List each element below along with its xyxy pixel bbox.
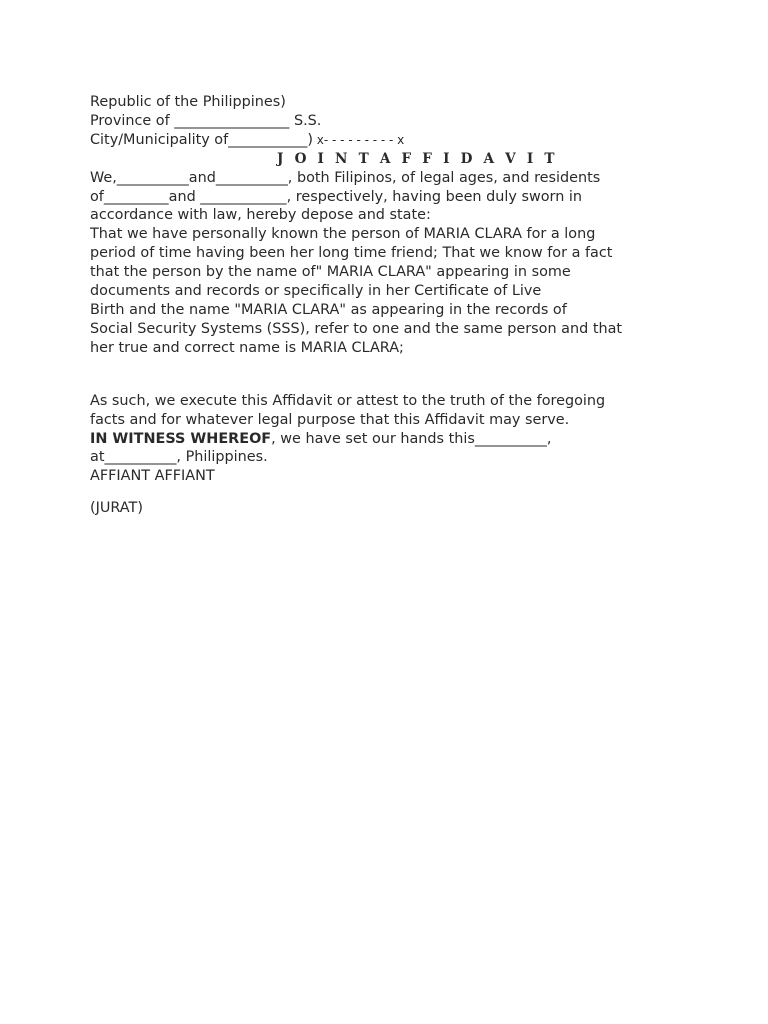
body-line-10: her true and correct name is MARIA CLARA; <box>90 339 404 356</box>
province-blank: ________________ <box>174 112 290 129</box>
document-title: J O I N T A F F I D A V I T <box>277 150 558 167</box>
jurat-gap <box>90 486 690 499</box>
city-prefix: City/Municipality of <box>90 131 229 148</box>
witness-heading: IN WITNESS WHEREOF <box>90 430 272 447</box>
province-prefix: Province of <box>90 112 175 129</box>
closing-line-1: As such, we execute this Affidavit or attest to the truth of the foregoing <box>90 392 606 409</box>
province-ss: S.S. <box>289 112 322 129</box>
city-dashes: x- - - - - - - - - x <box>312 132 405 147</box>
body-line-7: documents and records or specifically in her Certificate of Live <box>90 283 542 300</box>
body-line-5: period of time having been her long time friend; That we know for a fact <box>90 245 613 262</box>
paragraph-gap <box>90 358 690 392</box>
body-line-1: We,__________and__________, both Filipinos, of legal ages, and residents <box>90 169 601 186</box>
body-line-9: Social Security Systems (SSS), refer to one and the same person and that <box>90 320 623 337</box>
province-line <box>90 112 690 131</box>
republic-line: Republic of the Philippines) <box>90 94 286 110</box>
body-line-2: of_________and ____________, respectively, having been duly sworn in <box>90 188 583 205</box>
city-blank: ___________ <box>228 131 308 148</box>
jurat-line: (JURAT) <box>90 500 143 517</box>
witness-line <box>90 430 690 449</box>
city-line <box>90 131 690 150</box>
closing-line-4: at__________, Philippines. <box>90 449 268 466</box>
body-line-6: that the person by the name of" MARIA CLARA" appearing in some <box>90 264 571 281</box>
body-line-3: accordance with law, hereby depose and state: <box>90 207 431 224</box>
affidavit-text <box>90 93 690 518</box>
closing-line-2: facts and for whatever legal purpose that this Affidavit may serve. <box>90 411 570 428</box>
affiants-line: AFFIANT AFFIANT <box>90 468 215 485</box>
city-paren: ) <box>307 131 313 148</box>
body-line-8: Birth and the name "MARIA CLARA" as appearing in the records of <box>90 301 567 318</box>
witness-rest: , we have set our hands this__________, <box>271 430 552 447</box>
body-line-4: That we have personally known the person of MARIA CLARA for a long <box>90 226 596 243</box>
